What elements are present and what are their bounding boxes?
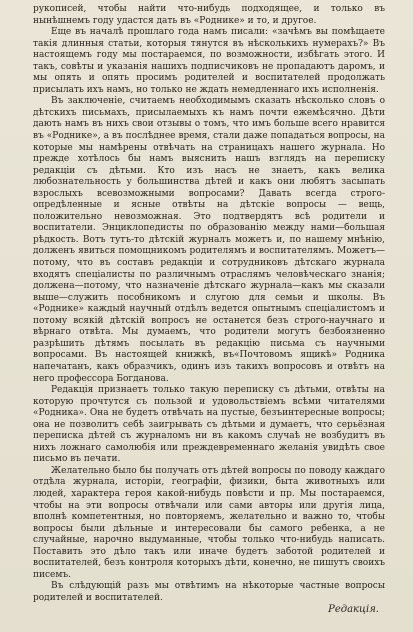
paragraph-4: Редакція признаетъ только такую переписку съ дѣтьми, отвѣты на которую прочтутся съ пользой и удовольствіемъ всѣми читателями «Родника». Она не будетъ отвѣчать на пустые, безъинтересные вопросы; она не позволитъ себѣ заигрывать съ дѣтьми и думаетъ, что серьёзная переписка дѣтей съ журналомъ ни въ какомъ случаѣ не возбудитъ въ нихъ ложнаго самолюбія или преждевременнаго желанія увидѣть свое письмо въ печати. [33,385,385,465]
paragraph-5: Желательно было бы получать отъ дѣтей вопросы по поводу каждаго отдѣла журнала, исторіи, географіи, физики, быта животныхъ или людей, характера героя какой-нибудь повѣсти и пр. Мы постараемся, чтобы на эти вопросы отвѣчали или сами авторы или другія лица, вполнѣ компетентныя, но повторяемъ, желательно и важно то, чтобы вопросы были дѣльные и интересовали бы самого ребенка, а не случайные, нарочно выдуманные, чтобы только что-нибудь написать. Поставить это дѣло такъ или иначе будетъ заботой родителей и воспитателей, безъ контроля которыхъ дѣти, конечно, не пишутъ своихъ писемъ. [33,465,385,580]
editorial-signature: Редакція. [328,604,379,615]
article-body [33,4,385,604]
paragraph-1: рукописей, чтобы найти что-нибудь подходящее, и только въ нынѣшнемъ году удастся дать въ «Роднике» и то, и другое. [33,4,385,26]
paragraph-3: Въ заключеніе, считаемъ необходимымъ сказать нѣсколько словъ о дѣтскихъ письмахъ, присылаемыхъ къ намъ почти ежемѣсячно. Дѣти дають намъ въ нихъ свои отзывы о томъ, что имъ больше всего нравится въ «Роднике», а въ послѣднее время, стали даже попадаться вопросы, на которые мы намѣрены отвѣчать на страницахъ нашего журнала. Но прежде хотѣлось бы намъ выяснить нашъ взглядъ на переписку редакціи съ дѣтьми. Кто изъ насъ не знаетъ, какъ велика любознательность у большинства дѣтей и какъ они любятъ засыпать взрослыхъ всевозможными вопросами? Давать всегда строго-опредѣленные и ясные отвѣты на дѣтскіе вопросы — вещь, положительно невозможная. Это подтвердятъ всѣ родители и воспитатели. Энциклопедисты по образованію между нами—большая рѣдкость. Вотъ тутъ-то дѣтскій журналъ можетъ и, по нашему мнѣнію, долженъ явиться помощникомъ родителямъ и воспитателямъ. Можетъ—потому, что въ составъ редакціи и сотрудниковъ дѣтскаго журнала входятъ спеціалисты по различнымъ отраслямъ человѣческаго знанія; должена—потому, что назначеніе дѣтскаго журнала—какъ мы сказали выше—служить пособникомъ и слугою для семьи и школы. Въ «Роднике» каждый научный отдѣлъ ведется опытнымъ спеціалистомъ и потому всякій дѣтскій вопросъ не останется безъ строго-научнаго и вѣрнаго отвѣта. Мы думаемъ, что родители могутъ безбоязненно разрѣшить дѣтямъ посылать въ редакцію письма съ научными вопросами. Въ настоящей книжкѣ, въ«Почтовомъ ящикѣ» Родника напечатанъ, какъ образчикъ, одинъ изъ такихъ вопросовъ и отвѣтъ на него профессора Богданова. [33,96,385,384]
paragraph-2: Еще въ началѣ прошлаго года намъ писали: «зачѣмъ вы помѣщаете такія длинныя статьи, которыя тянутся въ нѣсколькихъ нумерахъ?» Въ настоящемъ году мы постараемся, по возможности, избѣгать этого. И такъ, совѣты и указанія нашихъ подписчиковъ не пропадаютъ даромъ, и мы опять и опять просимъ родителей и воспитателей продолжать присылать ихъ намъ, но только не ждать немедленнаго ихъ исполненія. [33,27,385,95]
paragraph-6: Въ слѣдующій разъ мы отвѣтимъ на нѣкоторые частные вопросы родителей и воспитателей. [33,581,385,603]
